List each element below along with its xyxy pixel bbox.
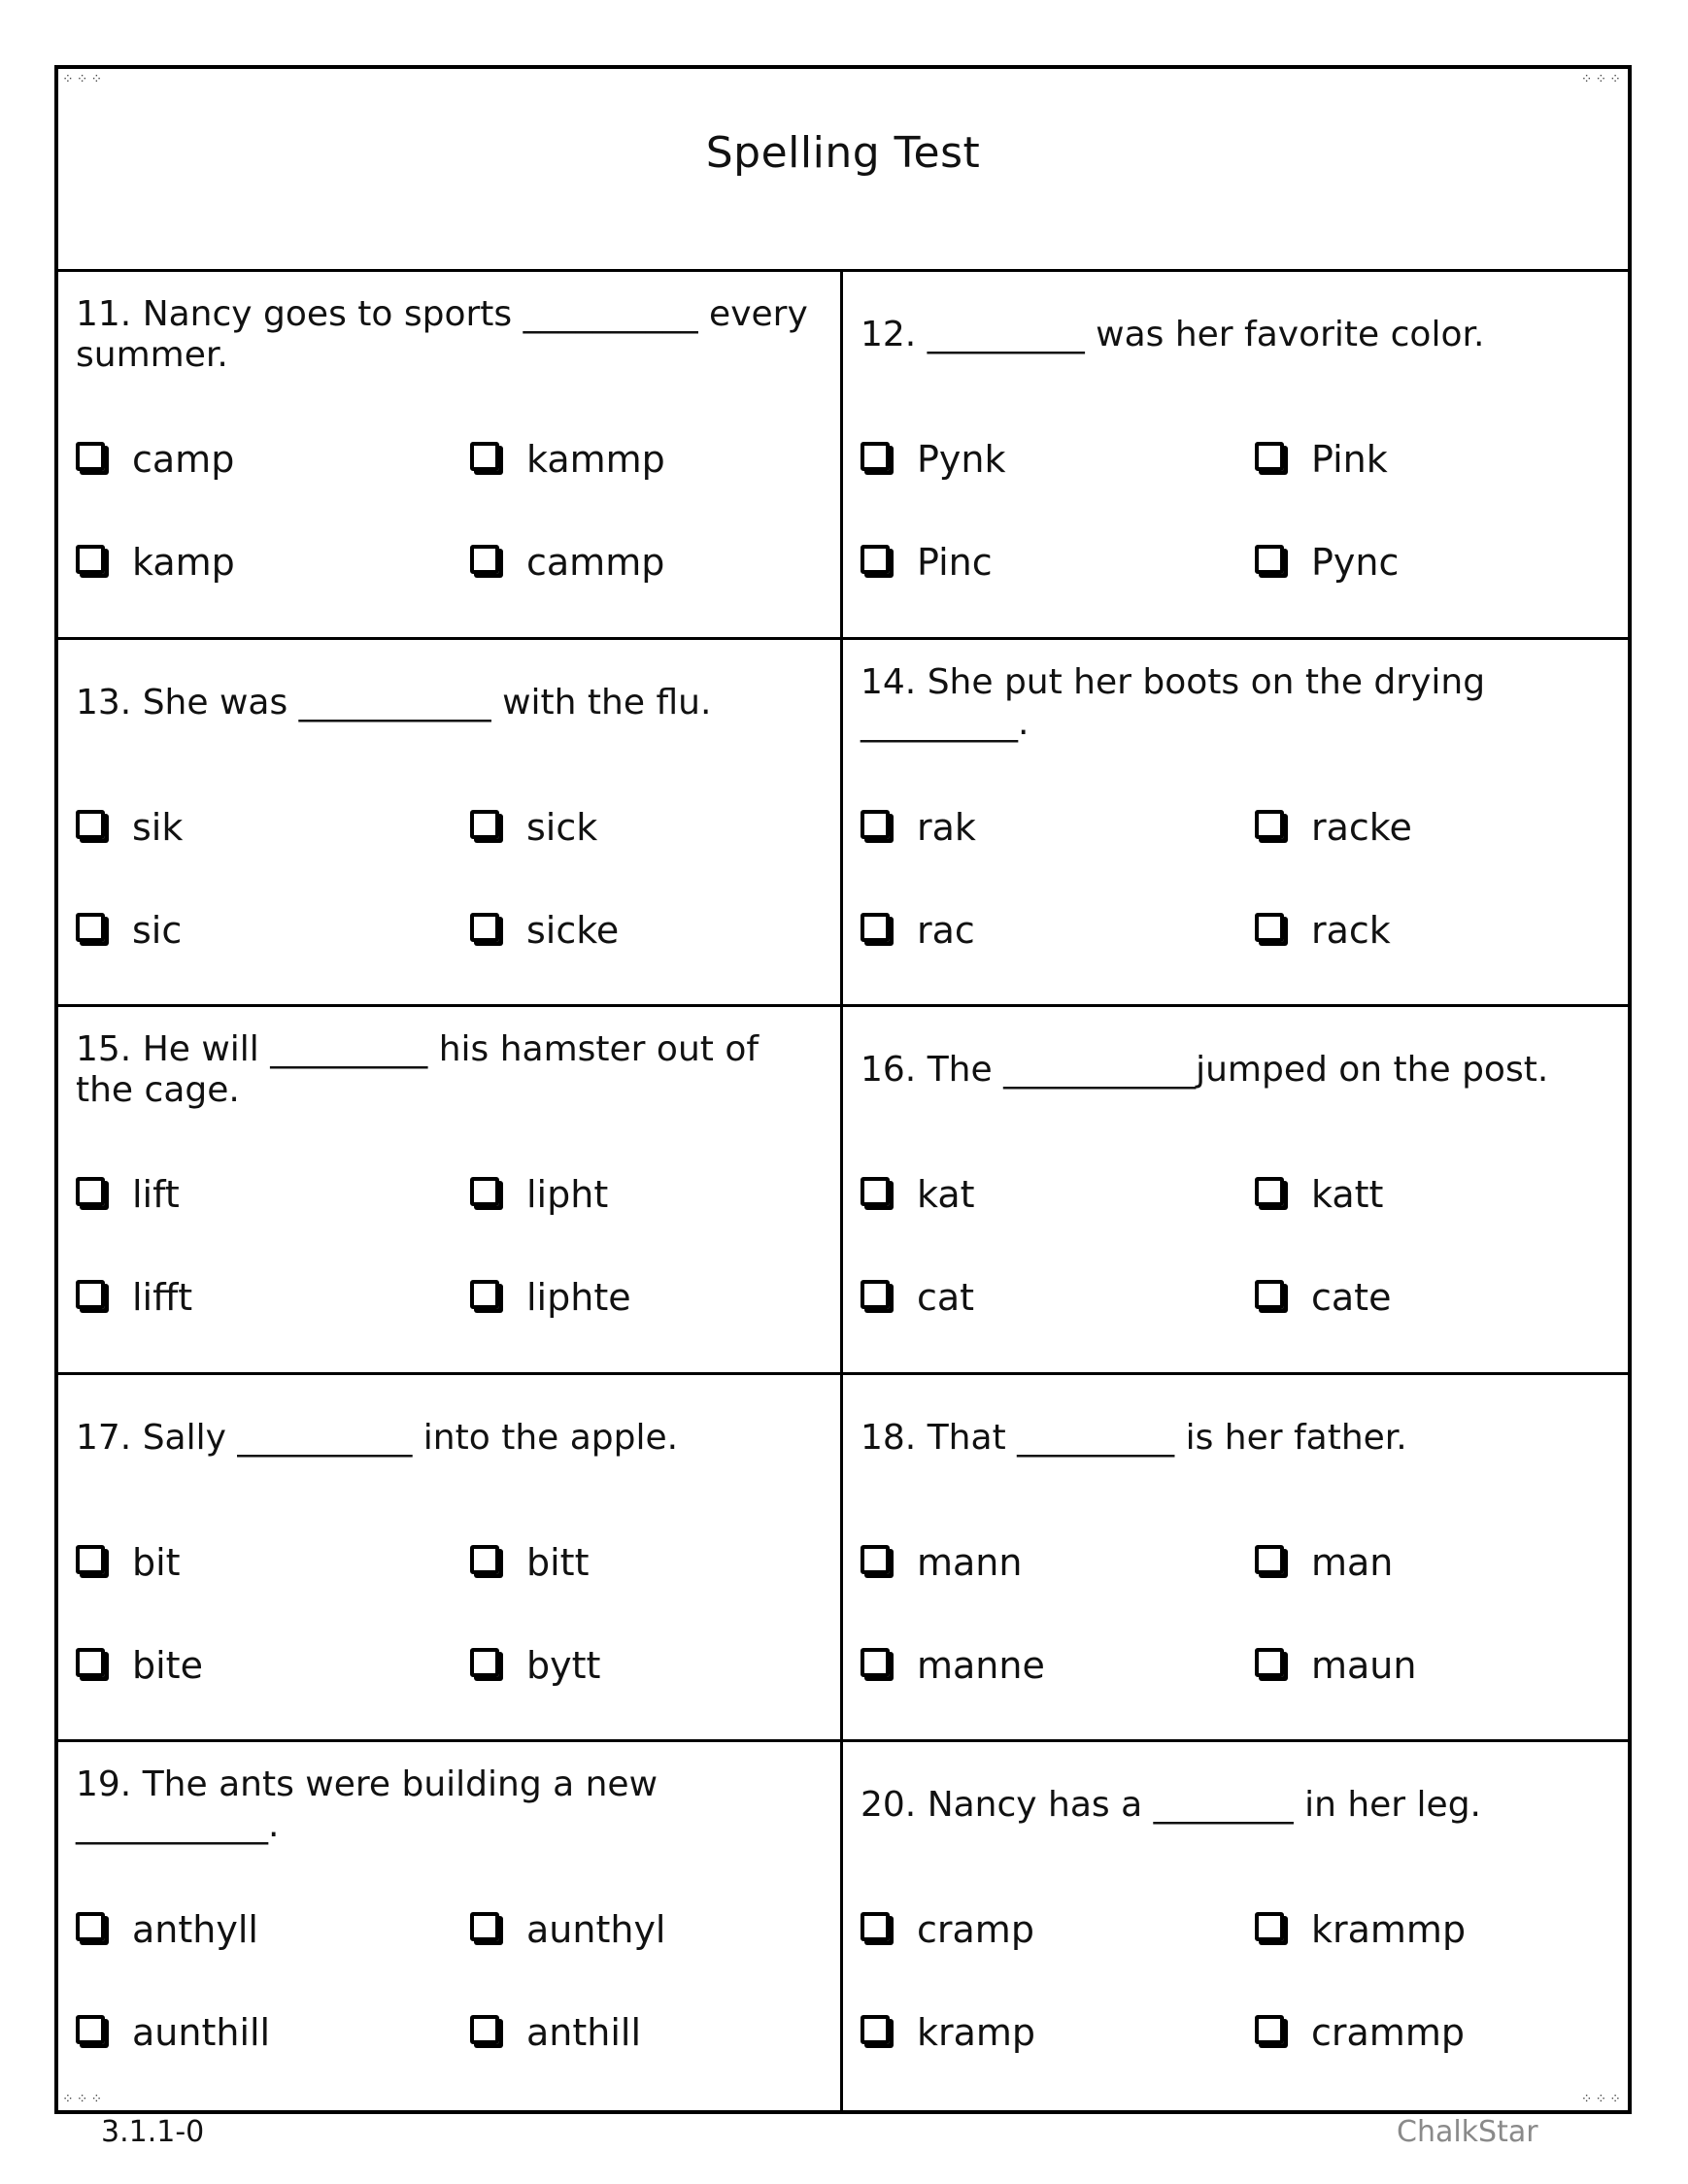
checkbox-icon[interactable] — [470, 1280, 499, 1309]
checkbox-icon[interactable] — [76, 1280, 105, 1309]
question-11 — [58, 272, 843, 640]
answer-option[interactable]: cat — [861, 1277, 1255, 1318]
answer-options — [861, 439, 1608, 583]
answer-option[interactable]: liphte — [470, 1277, 821, 1318]
checkbox-icon[interactable] — [1255, 1912, 1284, 1941]
answer-option[interactable]: bytt — [470, 1645, 821, 1686]
answer-option[interactable]: aunthill — [76, 2012, 470, 2053]
answer-option[interactable]: kammp — [470, 439, 821, 480]
checkbox-icon[interactable] — [1255, 913, 1284, 942]
answer-option[interactable]: maun — [1255, 1645, 1608, 1686]
checkbox-icon[interactable] — [861, 1648, 890, 1677]
checkbox-icon[interactable] — [76, 913, 105, 942]
checkbox-icon[interactable] — [1255, 1280, 1284, 1309]
question-prompt: 14. She put her boots on the drying _________. — [861, 661, 1486, 743]
question-16 — [843, 1007, 1628, 1375]
checkbox-icon[interactable] — [76, 1545, 105, 1574]
answer-option[interactable]: rac — [861, 910, 1255, 951]
answer-option[interactable]: krammp — [1255, 1909, 1608, 1950]
header — [58, 69, 1628, 272]
checkbox-icon[interactable] — [861, 2015, 890, 2044]
corner-ornament-bottom-right: ⁘⁘⁘ — [1580, 2092, 1624, 2107]
answer-option[interactable]: sicke — [470, 910, 821, 951]
footer-code: 3.1.1-0 — [101, 2115, 205, 2149]
checkbox-icon[interactable] — [470, 442, 499, 471]
checkbox-icon[interactable] — [470, 913, 499, 942]
answer-option[interactable]: aunthyl — [470, 1909, 821, 1950]
answer-option[interactable]: anthill — [470, 2012, 821, 2053]
answer-option[interactable]: sik — [76, 807, 470, 848]
corner-ornament-bottom-left: ⁘⁘⁘ — [62, 2092, 106, 2107]
answer-option[interactable]: racke — [1255, 807, 1608, 848]
answer-option[interactable]: bite — [76, 1645, 470, 1686]
answer-option[interactable]: cate — [1255, 1277, 1608, 1318]
checkbox-icon[interactable] — [861, 442, 890, 471]
question-19 — [58, 1742, 843, 2110]
checkbox-icon[interactable] — [470, 1648, 499, 1677]
answer-options — [76, 439, 821, 583]
question-grid — [58, 272, 1628, 2110]
answer-option[interactable]: cammp — [470, 542, 821, 583]
answer-option[interactable]: sick — [470, 807, 821, 848]
answer-options — [76, 807, 821, 951]
question-20 — [843, 1742, 1628, 2110]
answer-option[interactable]: manne — [861, 1645, 1255, 1686]
question-18 — [843, 1375, 1628, 1743]
answer-options — [861, 1174, 1608, 1318]
checkbox-icon[interactable] — [861, 545, 890, 574]
answer-options — [76, 1542, 821, 1686]
answer-options — [861, 1542, 1608, 1686]
corner-ornament-top-right: ⁘⁘⁘ — [1580, 72, 1624, 87]
answer-option[interactable]: mann — [861, 1542, 1255, 1583]
answer-option[interactable]: camp — [76, 439, 470, 480]
corner-ornament-top-left: ⁘⁘⁘ — [62, 72, 106, 87]
answer-option[interactable]: bit — [76, 1542, 470, 1583]
question-prompt: 19. The ants were building a new ___________. — [76, 1764, 658, 1846]
checkbox-icon[interactable] — [861, 913, 890, 942]
question-17 — [58, 1375, 843, 1743]
checkbox-icon[interactable] — [76, 1177, 105, 1206]
checkbox-icon[interactable] — [1255, 2015, 1284, 2044]
question-prompt: 15. He will _________ his hamster out of the cage. — [76, 1029, 760, 1111]
answer-option[interactable]: sic — [76, 910, 470, 951]
answer-option[interactable]: lift — [76, 1174, 470, 1215]
checkbox-icon[interactable] — [1255, 442, 1284, 471]
checkbox-icon[interactable] — [1255, 545, 1284, 574]
checkbox-icon[interactable] — [470, 1545, 499, 1574]
checkbox-icon[interactable] — [470, 810, 499, 839]
answer-option[interactable]: anthyll — [76, 1909, 470, 1950]
question-prompt: 16. The ___________jumped on the post. — [861, 1050, 1549, 1091]
checkbox-icon[interactable] — [861, 1280, 890, 1309]
answer-option[interactable]: kat — [861, 1174, 1255, 1215]
checkbox-icon[interactable] — [861, 1177, 890, 1206]
answer-option[interactable]: rak — [861, 807, 1255, 848]
answer-option[interactable]: kamp — [76, 542, 470, 583]
question-13 — [58, 640, 843, 1008]
question-prompt: 12. _________ was her favorite color. — [861, 315, 1485, 354]
checkbox-icon[interactable] — [76, 810, 105, 839]
answer-options — [861, 1909, 1608, 2053]
checkbox-icon[interactable] — [76, 1912, 105, 1941]
answer-option[interactable]: man — [1255, 1542, 1608, 1583]
footer-brand: ChalkStar — [1397, 2115, 1538, 2149]
answer-option[interactable]: Pynk — [861, 439, 1255, 480]
question-prompt: 11. Nancy goes to sports __________ every summer. — [76, 294, 808, 375]
answer-option[interactable]: katt — [1255, 1174, 1608, 1215]
checkbox-icon[interactable] — [1255, 1177, 1284, 1206]
checkbox-icon[interactable] — [861, 810, 890, 839]
answer-option[interactable]: cramp — [861, 1909, 1255, 1950]
test-sheet — [54, 65, 1632, 2114]
answer-options — [76, 1174, 821, 1318]
answer-option[interactable]: kramp — [861, 2012, 1255, 2053]
answer-options — [861, 807, 1608, 951]
question-prompt: 13. She was ___________ with the flu. — [76, 682, 712, 722]
checkbox-icon[interactable] — [861, 1545, 890, 1574]
answer-option[interactable]: lifft — [76, 1277, 470, 1318]
question-15 — [58, 1007, 843, 1375]
checkbox-icon[interactable] — [861, 1912, 890, 1941]
question-prompt: 17. Sally __________ into the apple. — [76, 1417, 679, 1458]
answer-option[interactable]: bitt — [470, 1542, 821, 1583]
checkbox-icon[interactable] — [76, 545, 105, 574]
checkbox-icon[interactable] — [76, 442, 105, 471]
page-title: Spelling Test — [705, 127, 981, 178]
answer-option[interactable]: Pync — [1255, 542, 1608, 583]
checkbox-icon[interactable] — [1255, 1545, 1284, 1574]
checkbox-icon[interactable] — [470, 545, 499, 574]
answer-option[interactable]: crammp — [1255, 2012, 1608, 2053]
checkbox-icon[interactable] — [1255, 810, 1284, 839]
answer-option[interactable]: rack — [1255, 910, 1608, 951]
checkbox-icon[interactable] — [470, 1177, 499, 1206]
answer-option[interactable]: Pinc — [861, 542, 1255, 583]
question-14 — [843, 640, 1628, 1008]
checkbox-icon[interactable] — [76, 1648, 105, 1677]
checkbox-icon[interactable] — [470, 1912, 499, 1941]
answer-options — [76, 1909, 821, 2053]
checkbox-icon[interactable] — [470, 2015, 499, 2044]
question-prompt: 18. That _________ is her father. — [861, 1417, 1407, 1458]
checkbox-icon[interactable] — [1255, 1648, 1284, 1677]
question-prompt: 20. Nancy has a ________ in her leg. — [861, 1785, 1481, 1826]
question-12 — [843, 272, 1628, 640]
answer-option[interactable]: lipht — [470, 1174, 821, 1215]
answer-option[interactable]: Pink — [1255, 439, 1608, 480]
